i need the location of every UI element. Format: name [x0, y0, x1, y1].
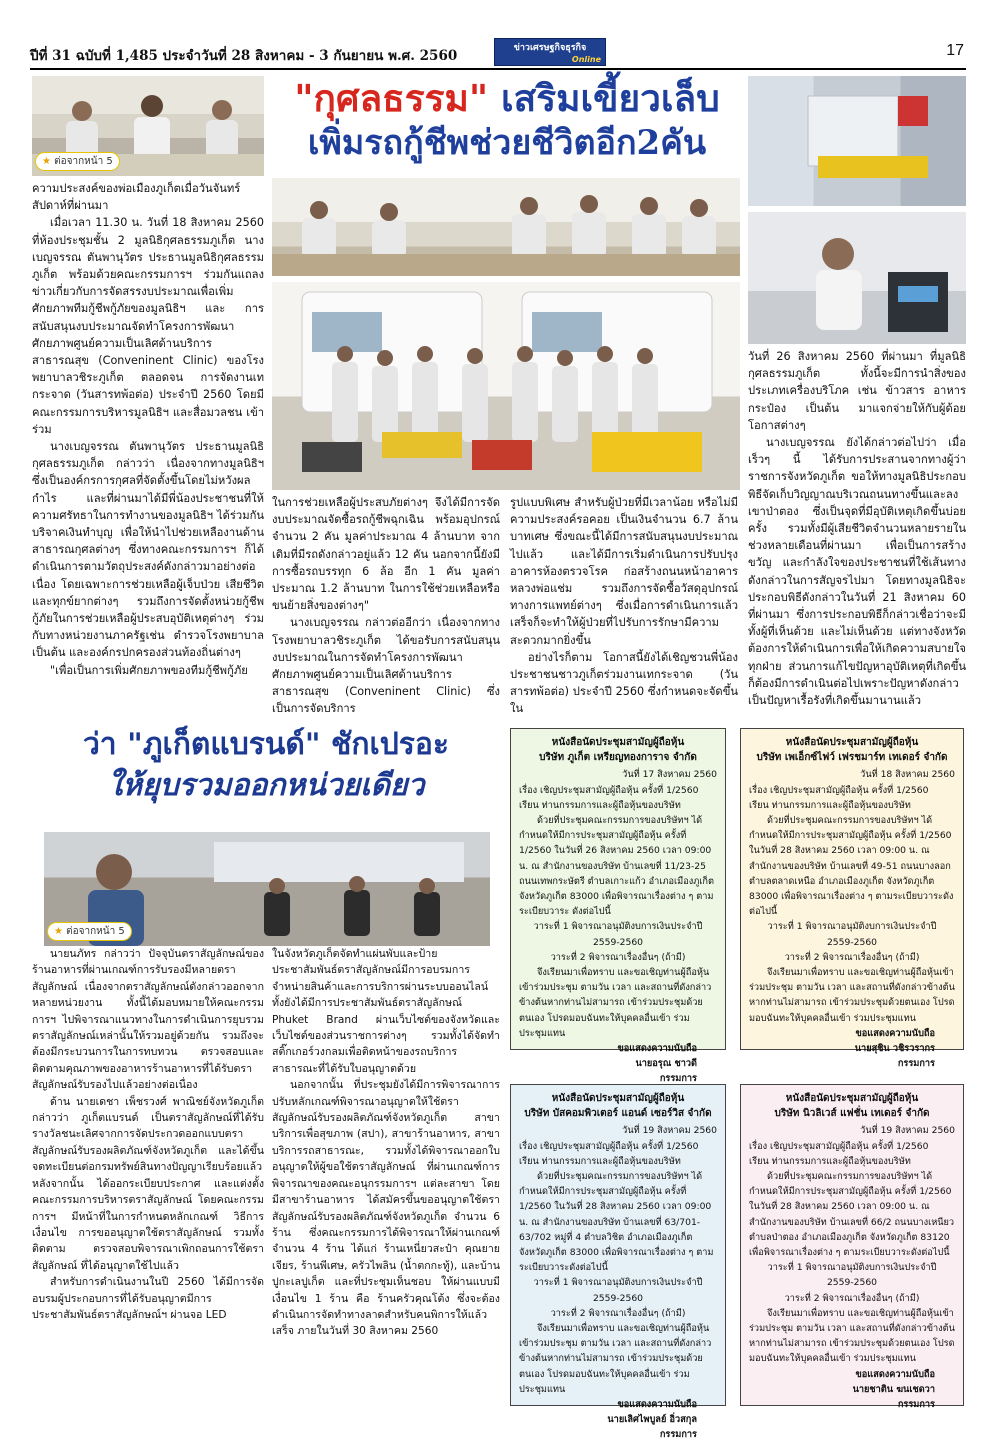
headline-line-2: ให้ยุบรวมออกหน่วยเดียว: [107, 768, 425, 803]
person-icon: [748, 212, 966, 344]
ambulance-interior-photo: [748, 76, 966, 206]
notice-title: หนังสือนัดประชุมสามัญผู้ถือหุ้น: [785, 737, 919, 748]
notice-signer: นายอรุณ ชาวดี: [635, 1058, 697, 1070]
headline-line-2: เพิ่มรถกู้ชีพช่วยชีวิตอีก2คัน: [307, 122, 707, 163]
notice-closing: ขอแสดงความนับถือ: [617, 1399, 697, 1411]
notice-role: กรรมการ: [659, 1429, 697, 1441]
notice-agenda-1-period: 2559-2560: [592, 1292, 644, 1304]
headline-quote: "กุศลธรรม": [294, 76, 489, 120]
notice-signer: นายเลิศไพบูลย์ อิ่วสกุล: [607, 1414, 697, 1426]
notice-recipient: เรียน ท่านกรรมการและผู้ถือหุ้นของบริษัท: [519, 1155, 681, 1167]
notice-signer: นายสุชิน วชิรวรากร: [854, 1043, 935, 1055]
notice-subject: เรื่อง เชิญประชุมสามัญผู้ถือหุ้น ครั้งที่ 1/2560: [519, 784, 699, 796]
story2-headline: [32, 728, 500, 802]
notice-invitation: จึงเรียนมาเพื่อทราบ และขอเชิญท่านผู้ถือหุ้นเข้าร่วมประชุม ตามวัน เวลา และสถานที่ดังกล่าวข้างต้นหากท่านไม่สามารถ เข้าร่วมประชุมด้วยตนเอง โปรดมอบฉันทะให้บุคคลอื่นเข้า ร่วมประชุมแทน: [519, 1323, 712, 1395]
notice-company: บริษัท เพเอ็กซ์ไฟว์ เฟรชมาร์ท เทเดอร์ จำกัด: [756, 752, 948, 764]
paragraph: นางเบญจรรณ ยังได้กล่าวต่อไปว่า เมื่อเร็วๆ นี้ ได้รับการประสานจากทางผู้ว่าราชการจังหวัดภูเก็ต ขอให้ทางมูลนิธิประกอบพิธีจัดเก็บวิญญาณบริเวณถนนทางขึ้นและลงเขาป่าตอง ซึ่งเป็นจุดที่มีอุบัติเหตุเกิดขึ้นบ่อยครั้ง รวมทั้งมีผู้เสียชีวิตจำนวนหลายรายในช่วงหลายเดือนที่ผ่านมา เพื่อเป็นการสร้างขวัญ และกำลังใจของประชาชนที่ใช้เส้นทางดังกล่าวในการสัญจรไปมา โดยทางมูลนิธิจะประกอบพิธีดังกล่าวในวันที่ 21 สิงหาคม 60 ที่ผ่านมา ซึ่งการประกอบพิธีก็กล่าวเชื่อว่าจะมีทั้งผู้ที่เห็นด้วย และไม่เห็นด้วย แต่ทางจังหวัดต้องการให้ดำเนินการเพื่อให้เกิดความสบายใจทุกฝ่าย ส่วนการแก้ไขปัญหาอุบัติเหตุที่เกิดขึ้นก็ต้องมีการดำเนินต่อไปเพราะปัญหาดังกล่าวเป็นปัญหาเรื้อรังที่เกิดขึ้นมานานแล้ว: [748, 436, 966, 708]
notice-company: บริษัท นิวลิเวส์ แฟชั่น เทเดอร์ จำกัด: [774, 1108, 930, 1120]
notice-role: กรรมการ: [897, 1058, 935, 1070]
notice-invitation: จึงเรียนมาเพื่อทราบ และขอเชิญท่านผู้ถือหุ้นเข้าร่วมประชุม ตามวัน เวลา และสถานที่ดังกล่าวข้างต้นหากท่านไม่สามารถ เข้าร่วมประชุมด้วยตนเอง โปรดมอบฉันทะให้บุคคลอื่นเข้า ร่วมประชุมแทน: [519, 967, 712, 1039]
logo-text: ข่าวเศรษฐกิจธุรกิจ: [513, 43, 587, 53]
paragraph: วันที่ 26 สิงหาคม 2560 ที่ผ่านมา ที่มูลนิธิกุศลธรรมภูเก็ต ทั้งนี้จะมีการนำสิ่งของประเภทเครื่องบริโภค เช่น ข้าวสาร อาหารกระป๋อง เป็นต้น มาแจกจ่ายให้กับผู้ด้อยโอกาสต่างๆ: [748, 350, 966, 432]
notice-body: ด้วยที่ประชุมคณะกรรมการของบริษัทฯ ได้กำหนดให้มีการประชุมสามัญผู้ถือหุ้น ครั้งที่ 1/2560 ในวันที่ 28 สิงหาคม 2560 เวลา 09:00 น. ณ สำนักงานของบริษัท บ้านเลขที่ 63/701-63/702 หมู่ที่ 4 ตำบลวิชิต อำเภอเมืองภูเก็ต จังหวัดภูเก็ต 83000 เพื่อพิจารณาเรื่องต่าง ๆ ตามระเบียบวาระดังต่อไปนี้: [519, 1171, 714, 1274]
notice-subject: เรื่อง เชิญประชุมสามัญผู้ถือหุ้น ครั้งที่ 1/2560: [749, 784, 929, 796]
issue-line: ปีที่ 31 ฉบับที่ 1,485 ประจำวันที่ 28 สิงหาคม - 3 กันยายน พ.ศ. 2560: [30, 48, 458, 64]
publication-logo: [494, 38, 606, 66]
notice-agenda-2: วาระที่ 2 พิจารณาเรื่องอื่นๆ (ถ้ามี): [550, 1307, 686, 1319]
continued-label: ต่อจากหน้า 5: [66, 926, 125, 937]
notice-date: วันที่ 19 สิงหาคม 2560: [860, 1125, 955, 1137]
star-icon: ★: [42, 156, 51, 167]
notice-role: กรรมการ: [897, 1399, 935, 1411]
paragraph: นางเบญจรรณ กล่าวต่ออีกว่า เนื่องจากทางโรงพยาบาลวชิระภูเก็ต ได้ขอรับการสนับสนุนงบประมาณในการจัดทำโครงการพัฒนาศักยภาพศูนย์ความเป็นเลิศด้านบริการสาธารณสุข (Conveninent Clinic) ซึ่งเป็นการจัดบริการ: [272, 616, 500, 716]
story1-column-4: [748, 348, 966, 709]
notice-subject: เรื่อง เชิญประชุมสามัญผู้ถือหุ้น ครั้งที่ 1/2560: [749, 1140, 929, 1152]
notice-agenda-1: วาระที่ 1 พิจารณาอนุมัติงบการเงินประจำปี: [767, 1262, 937, 1274]
paragraph: เมื่อเวลา 11.30 น. วันที่ 18 สิงหาคม 2560 ที่ห้องประชุมชั้น 2 มูลนิธิกุศลธรรมภูเก็ต นางเบญจรรณ ตันพานุวัตร ประธานมูลนิธิกุศลธรรมภูเก็ต พร้อมด้วยคณะกรรมการฯ ร่วมกันแถลงข่าวเกี่ยวกับการจัดสรรงบประมาณเพื่อเพิ่มศักยภาพทีมกู้ชีพกู้ภัยของมูลนิธิฯ และ การสนับสนุนงบประมาณจัดทำโครงการพัฒนาศักยภาพศูนย์ความเป็นเลิศด้านบริการสาธารณสุข (Conveninent Clinic) ของโรงพยาบาลวชิระภูเก็ต ตลอดจน การจัดงานเทกระจาด (วันสารทพ้อต่อ) ประจำปี 2560 โดยมี คณะกรรมการบริหารมูลนิธิฯ และสื่อมวลชน เข้าร่วม: [32, 216, 264, 436]
notice-date: วันที่ 18 สิงหาคม 2560: [860, 769, 955, 781]
notice-closing: ขอแสดงความนับถือ: [855, 1027, 935, 1039]
page-number: 17: [946, 42, 964, 59]
notice-recipient: เรียน ท่านกรรมการและผู้ถือหุ้นของบริษัท: [749, 799, 911, 811]
logo-subtext: Online: [571, 55, 601, 64]
notice-date: วันที่ 19 สิงหาคม 2560: [622, 1125, 717, 1137]
star-icon: ★: [54, 926, 63, 937]
continued-badge: [36, 153, 119, 170]
paragraph: นางเบญจรรณ ตันพานุวัตร ประธานมูลนิธิกุศลธรรมภูเก็ต กล่าวว่า เนื่องจากทางมูลนิธิฯ ซึ่งเป็นองค์กรการกุศลที่จัดตั้งขึ้นโดยไม่หวังผลกำไร และที่ผ่านมาได้มีพี่น้องประชาชนที่ให้ความศรัทธาในการทำงานของมูลนิธิฯ ได้ร่วมกันบริจาคเงินทำบุญ เพื่อให้นำไปช่วยเหลืองานด้านสาธารณกุศลต่างๆ ซึ่งทางคณะกรรมการฯ ก็ได้ดำเนินการตามวัตถุประสงค์ดังกล่าวมาอย่างต่อเนื่อง โดยเฉพาะการช่วยเหลือผู้เจ็บป่วย เสียชีวิตและทุกข์ยากต่างๆ รวมถึงการจัดตั้งหน่วยกู้ชีพกู้ภัยในการช่วยเหลือผู้ประสบอุบัติเหตุต่างๆ ร่วมกับทางหน่วยงานภาครัฐเช่น ตำรวจโรงพยาบาล เป็นต้น และองค์กรปกครองส่วนท้องถิ่นต่างๆ: [32, 440, 264, 660]
notice-recipient: เรียน ท่านกรรมการและผู้ถือหุ้นของบริษัท: [749, 1155, 911, 1167]
shareholder-meeting-notice: [740, 1084, 964, 1411]
notice-agenda-1: วาระที่ 1 พิจารณาอนุมัติงบการเงินประจำปี: [533, 921, 703, 933]
paragraph: นายนภัทร กล่าวว่า ปัจจุบันตราสัญลักษณ์ของร้านอาหารที่ผ่านเกณฑ์การรับรองมีหลายตราสัญลักษณ์ เนื่องจากตราสัญลักษณ์ดังกล่าวออกจากหลายหน่วยงาน ทั้งนี้ได้มอบหมายให้คณะกรรมการฯ ไปพิจารณาแนวทางในการดำเนินการยุบรวมตราสัญลักษณ์เหล่านั้นให้รวมอยู่ด้วยกัน รวมถึงจะต้องมีกระบวนการในการทบทวน ตรวจสอบและติดตามคุณภาพของอาหารร้านอาหารที่ได้รับตราสัญลักษณ์รับรองไปแล้วอย่างต่อเนื่อง: [32, 948, 264, 1092]
notice-agenda-1-period: 2559-2560: [826, 1277, 878, 1289]
continued-label: ต่อจากหน้า 5: [54, 156, 113, 167]
notice-company: บริษัท บัสคอมพิวเตอร์ แอนด์ เซอร์วิส จำกัด: [524, 1108, 712, 1120]
notice-recipient: เรียน ท่านกรรมการและผู้ถือหุ้นของบริษัท: [519, 799, 681, 811]
notice-agenda-2: วาระที่ 2 พิจารณาเรื่องอื่นๆ (ถ้ามี): [784, 951, 920, 963]
paragraph: ความประสงค์ของพ่อเมืองภูเก็ตเมื่อวันจันทร์สัปดาห์ที่ผ่านมา: [32, 182, 241, 213]
notice-title: หนังสือนัดประชุมสามัญผู้ถือหุ้น: [551, 1093, 685, 1104]
notice-role: กรรมการ: [659, 1073, 697, 1085]
meeting-table-photo: [272, 178, 740, 276]
headline-line-1: ว่า "ภูเก็ตแบรนด์" ชักเปรอะ: [82, 727, 450, 762]
paragraph: อย่างไรก็ตาม โอกาสนี้ยังได้เชิญชวนพี่น้องประชาชนชาวภูเก็ตร่วมงานเทกระจาด (วันสารทพ้อต่อ) ประจำปี 2560 ซึ่งกำหนดจะจัดขึ้นใน: [510, 650, 738, 716]
notice-invitation: จึงเรียนมาเพื่อทราบ และขอเชิญท่านผู้ถือหุ้นเข้าร่วมประชุม ตามวัน เวลา และสถานที่ดังกล่าวข้างต้นหากท่านไม่สามารถ เข้าร่วมประชุมด้วยตนเอง โปรดมอบฉันทะให้บุคคลอื่นเข้า ร่วมประชุมแทน: [749, 967, 955, 1024]
story1-column-1: [32, 180, 264, 679]
paramedic-photo: [748, 212, 966, 344]
people-silhouettes-icon: [272, 178, 740, 276]
shareholder-meeting-notice: [510, 728, 726, 1085]
meeting-room-photo: [44, 832, 490, 946]
notice-date: วันที่ 17 สิงหาคม 2560: [622, 769, 717, 781]
paragraph: ในการช่วยเหลือผู้ประสบภัยต่างๆ จึงได้มีการจัดงบประมาณจัดซื้อรถกู้ชีพฉุกเฉิน พร้อมอุปกรณ์ จำนวน 2 คัน มูลค่าประมาณ 4 ล้านบาท จากเดิมที่มีรถดังกล่าวอยู่แล้ว 12 คัน นอกจากนี้ยังมีการซื้อรถบรรทุก 6 ล้อ อีก 1 คัน มูลค่าประมาณ 1.2 ล้านบาท ในการใช้ช่วยเหลือหรือขนย้ายสิ่งของต่างๆ": [272, 496, 500, 613]
notice-agenda-2: วาระที่ 2 พิจารณาเรื่องอื่นๆ (ถ้ามี): [550, 951, 686, 963]
notice-body: ด้วยที่ประชุมคณะกรรมการของบริษัทฯ ได้กำหนดให้มีการประชุมสามัญผู้ถือหุ้น ครั้งที่ 1/2560 ในวันที่ 28 สิงหาคม 2560 เวลา 09:00 น. ณ สำนักงานของบริษัท บ้านเลขที่ 66/2 ถนนบางเหนียว ตำบลป่าตอง อำเภอเมืองภูเก็ต จังหวัดภูเก็ต 83120 เพื่อพิจารณาเรื่องต่าง ๆ ตามระเบียบวาระดังต่อไปนี้: [749, 1171, 955, 1259]
notice-body: ด้วยที่ประชุมคณะกรรมการของบริษัทฯ ได้กำหนดให้มีการประชุมสามัญผู้ถือหุ้น ครั้งที่ 1/2560 ในวันที่ 26 สิงหาคม 2560 เวลา 09:00 น. ณ สำนักงานของบริษัท บ้านเลขที่ 11/23-25 ถนนเทพกระษัตรี ตำบลเกาะแก้ว อำเภอเมืองภูเก็ต จังหวัดภูเก็ต 83000 เพื่อพิจารณาเรื่องต่าง ๆ ตามระเบียบวาระ ดังต่อไปนี้: [519, 815, 714, 918]
ambulance-group-photo: [272, 282, 740, 490]
stretcher-icon: [748, 76, 966, 206]
continued-badge: [48, 923, 131, 940]
story1-column-2: [272, 494, 500, 718]
paragraph: ด้าน นายเดชา เพ็ชรวงศ์ พาณิชย์จังหวัดภูเก็ต กล่าวว่า ภูเก็ตแบรนด์ เป็นตราสัญลักษณ์ที่ได้รับรางวัลชนะเลิศจากการจัดประกวดออกแบบตราสัญลักษณ์รับรองผลิตภัณฑ์จังหวัดภูเก็ต และได้ขึ้นจดทะเบียนต่อกรมทรัพย์สินทางปัญญาเรียบร้อยแล้ว หลังจากนั้น ได้ออกระเบียบประกาศ และแต่งตั้งคณะกรรมการบริหารตราสัญลักษณ์ โดยคณะกรรมการฯ มีหน้าที่ในการกำหนดหลักเกณฑ์ วิธีการ เงื่อนไข การขออนุญาตใช้ตราสัญลักษณ์ รวมทั้งติดตาม ตรวจสอบพิจารณาเพิกถอนการใช้ตราสัญลักษณ์ ที่ได้อนุญาตใช้ไปแล้ว: [32, 1095, 264, 1272]
notice-title: หนังสือนัดประชุมสามัญผู้ถือหุ้น: [785, 1093, 919, 1104]
story1-headline: [272, 78, 742, 162]
paragraph: ในจังหวัดภูเก็ตจัดทำแผ่นพับและป้ายประชาสัมพันธ์ตราสัญลักษณ์มีการอบรมการจำหน่ายสินค้าและการบริการผ่านระบบออนไลน์ ทั้งยังได้มีการประชาสัมพันธ์ตราสัญลักษณ์ Phuket Brand ผ่านเว็บไซต์ของจังหวัดและเว็บไซต์ของส่วนราชการต่างๆ รวมทั้งได้จัดทำสติ๊กเกอร์วงกลมเพื่อติดหน้าของรถบริการสาธารณะที่ได้รับใบอนุญาตด้วย: [272, 948, 500, 1075]
notice-agenda-1: วาระที่ 1 พิจารณาอนุมัติงบการเงินประจำปี: [767, 921, 937, 933]
shareholder-meeting-notice: [740, 728, 964, 1070]
paragraph: สำหรับการดำเนินงานในปี 2560 ได้มีการจัดอบรมผู้ประกอบการที่ได้รับอนุญาตมีการประชาสัมพันธ์ตราสัญลักษณ์ฯ ผ่านจอ LED: [32, 1276, 264, 1321]
paragraph: นอกจากนั้น ที่ประชุมยังได้มีการพิจารณาการปรับหลักเกณฑ์พิจารณาอนุญาตให้ใช้ตราสัญลักษณ์รับรองผลิตภัณฑ์จังหวัดภูเก็ต สาขาบริการเพื่อสุขภาพ (สปา), สาขาร้านอาหาร, สาขาบริการรถสาธารณะ, รวมทั้งได้พิจารณาออกใบอนุญาตให้ผู้ขอใช้ตราสัญลักษณ์ ที่ผ่านเกณฑ์การพิจารณาของคณะอนุกรรมการฯ แต่ละสาขา โดยมีสาขาร้านอาหาร ได้สมัครขึ้นขออนุญาตใช้ตราสัญลักษณ์รับรองผลิตภัณฑ์จังหวัดภูเก็ต จำนวน 6 ร้าน ซึ่งคณะกรรมการได้พิจารณาให้ผ่านเกณฑ์ จำนวน 4 ร้าน ได้แก่ ร้านเหนี่ยวสะป๋า คุณยายเจียร, ร้านพีเศษ, ครัวไพลิน (น้ำตกกะทู้), และบ้านปูกะเลปูเก็ต และที่ประชุมเห็นชอบ ให้ผ่านแบบมีเงื่อนไข 1 ร้าน คือ ร้านครัวคุณโต้ง ซึ่งจะต้องดำเนินการจัดทำทางลาดสำหรับคนพิการให้แล้วเสร็จ ภายในวันที่ 30 สิงหาคม 2560: [272, 1079, 500, 1338]
notice-closing: ขอแสดงความนับถือ: [617, 1043, 697, 1055]
notice-agenda-1-period: 2559-2560: [826, 936, 878, 948]
notice-title: หนังสือนัดประชุมสามัญผู้ถือหุ้น: [551, 737, 685, 748]
paragraph: "เพื่อเป็นการเพิ่มศักยภาพของทีมกู้ชีพกู้ภัย: [50, 663, 248, 677]
story2-column-1: [32, 946, 264, 1323]
notice-invitation: จึงเรียนมาเพื่อทราบ และขอเชิญท่านผู้ถือหุ้นเข้าร่วมประชุม ตามวัน เวลา และสถานที่ดังกล่าวข้างต้นหากท่านไม่สามารถ เข้าร่วมประชุมด้วยตนเอง โปรดมอบฉันทะให้บุคคลอื่นเข้า ร่วมประชุมแทน: [749, 1307, 955, 1365]
notice-signer: นายชาติน ฆนเชดวา: [852, 1383, 935, 1395]
notice-agenda-2: วาระที่ 2 พิจารณาเรื่องอื่นๆ (ถ้ามี): [784, 1292, 920, 1304]
notice-agenda-1-period: 2559-2560: [592, 936, 644, 948]
ambulance-icon: [272, 282, 740, 490]
headline-rest: เสริมเขี้ยวเล็บ: [488, 76, 720, 120]
press-conference-photo: [32, 76, 264, 176]
notice-company: บริษัท ภูเก็ต เหรียญทองการาจ จำกัด: [539, 752, 697, 764]
notice-closing: ขอแสดงความนับถือ: [855, 1368, 935, 1380]
headline-line-1: [272, 78, 742, 119]
notice-subject: เรื่อง เชิญประชุมสามัญผู้ถือหุ้น ครั้งที่ 1/2560: [519, 1140, 699, 1152]
paragraph: รูปแบบพิเศษ สำหรับผู้ป่วยที่มีเวลาน้อย หรือไม่มีความประสงค์รอคอย เป็นเงินจำนวน 6.7 ล้านบาทเศษ ซึ่งขณะนี้ได้มีการสนับสนุนงบประมาณไปแล้ว และได้มีการเริ่มดำเนินการปรับปรุงอาคารห้องตรวจโรค ก่อสร้างถนนหน้าอาคารหลวงพ่อแช่ม รวมถึงการจัดซื้อวัสดุอุปกรณ์ทางการแพทย์ต่างๆ ซึ่งเมื่อการดำเนินการแล้วเสร็จก็จะทำให้ผู้ป่วยที่ไปรับการรักษามีความสะดวกมากยิ่งขึ้น: [510, 496, 738, 647]
story2-column-2: [272, 946, 500, 1340]
notice-agenda-1: วาระที่ 1 พิจารณาอนุมัติงบการเงินประจำปี: [533, 1277, 703, 1289]
notice-body: ด้วยที่ประชุมคณะกรรมการของบริษัทฯ ได้กำหนดให้มีการประชุมสามัญผู้ถือหุ้น ครั้งที่ 1/2560 ในวันที่ 28 สิงหาคม 2560 เวลา 09:00 น. ณ สำนักงานของบริษัท บ้านเลขที่ 49-51 ถนนบางลอก ตำบลตลาดเหนือ อำเภอเมืองภูเก็ต จังหวัดภูเก็ต 83000 เพื่อพิจารณาเรื่องต่าง ๆ ตามระเบียบวาระดังต่อไปนี้: [749, 815, 954, 918]
shareholder-meeting-notice: [510, 1084, 726, 1441]
story1-column-3: [510, 494, 738, 718]
